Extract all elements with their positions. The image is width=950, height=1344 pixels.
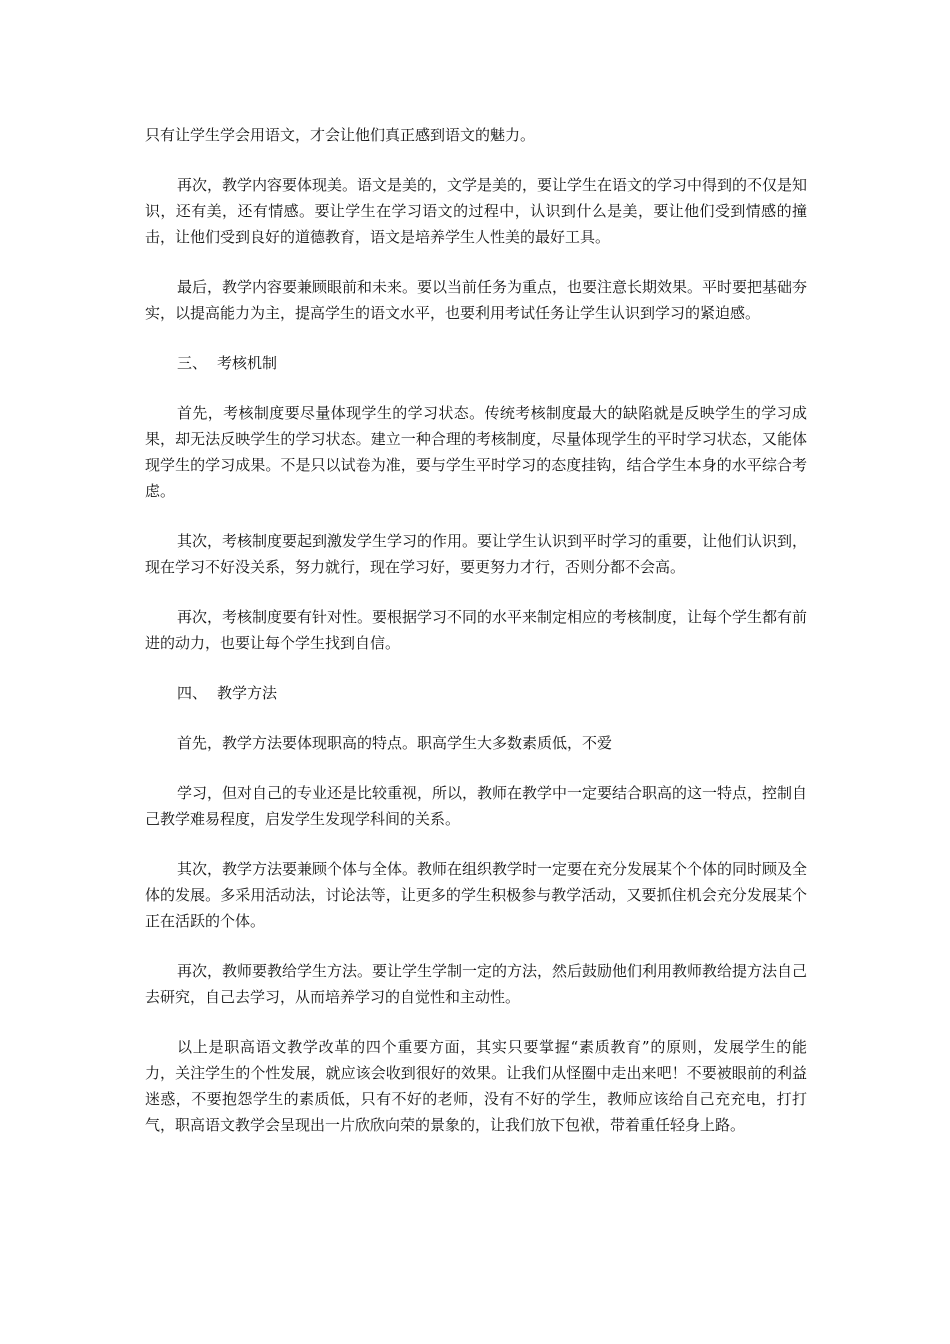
paragraph: 再次，考核制度要有针对性。要根据学习不同的水平来制定相应的考核制度，让每个学生都有前进的动力，也要让每个学生找到自信。 <box>145 608 808 652</box>
paragraph: 最后，教学内容要兼顾眼前和未来。要以当前任务为重点，也要注意长期效果。平时要把基础夯实，以提高能力为主，提高学生的语文水平，也要利用考试任务让学生认识到学习的紧迫感。 <box>145 278 808 322</box>
paragraph: 首先，考核制度要尽量体现学生的学习状态。传统考核制度最大的缺陷就是反映学生的学习成果，却无法反映学生的学习状态。建立一种合理的考核制度，尽量体现学生的平时学习状态，又能体现学生的学习成果。不是只以试卷为准，要与学生平时学习的态度挂钩，结合学生本身的水平综合考虑。 <box>145 404 807 500</box>
section-heading <box>145 350 807 376</box>
document-body <box>145 122 807 1162</box>
paragraph: 学习，但对自己的专业还是比较重视，所以，教师在教学中一定要结合职高的这一特点，控制自己教学难易程度，启发学生发现学科间的关系。 <box>145 784 808 828</box>
section-number: 四、 <box>177 684 208 702</box>
section-title: 教学方法 <box>217 684 278 702</box>
paragraph: 其次，教学方法要兼顾个体与全体。教师在组织教学时一定要在充分发展某个个体的同时顾及全体的发展。多采用活动法，讨论法等，让更多的学生积极参与教学活动，又要抓住机会充分发展某个正在活跃的个体。 <box>145 860 808 930</box>
paragraph: 其次，考核制度要起到激发学生学习的作用。要让学生认识到平时学习的重要，让他们认识到，现在学习不好没关系，努力就行，现在学习好，要更努力才行，否则分都不会高。 <box>145 532 808 576</box>
section-heading <box>145 680 807 706</box>
paragraph: 再次，教学内容要体现美。语文是美的，文学是美的，要让学生在语文的学习中得到的不仅是知识，还有美，还有情感。要让学生在学习语文的过程中，认识到什么是美，要让他们受到情感的撞击，让他们受到良好的道德教育，语文是培养学生人性美的最好工具。 <box>145 176 808 246</box>
paragraph: 只有让学生学会用语文，才会让他们真正感到语文的魅力。 <box>145 126 536 144</box>
section-number: 三、 <box>177 354 208 372</box>
section-title: 考核机制 <box>217 354 278 372</box>
paragraph: 以上是职高语文教学改革的四个重要方面，其实只要掌握“素质教育”的原则，发展学生的能力，关注学生的个性发展，就应该会收到很好的效果。让我们从怪圈中走出来吧！不要被眼前的利益迷惑，不要抱怨学生的素质低，只有不好的老师，没有不好的学生，教师应该给自己充充电，打打气，职高语文教学会呈现出一片欣欣向荣的景象的，让我们放下包袱，带着重任轻身上路。 <box>145 1038 807 1134</box>
paragraph: 再次，教师要教给学生方法。要让学生学制一定的方法，然后鼓励他们利用教师教给提方法自己去研究，自己去学习，从而培养学习的自觉性和主动性。 <box>145 962 808 1006</box>
paragraph: 首先，教学方法要体现职高的特点。职高学生大多数素质低，不爱 <box>177 734 613 752</box>
